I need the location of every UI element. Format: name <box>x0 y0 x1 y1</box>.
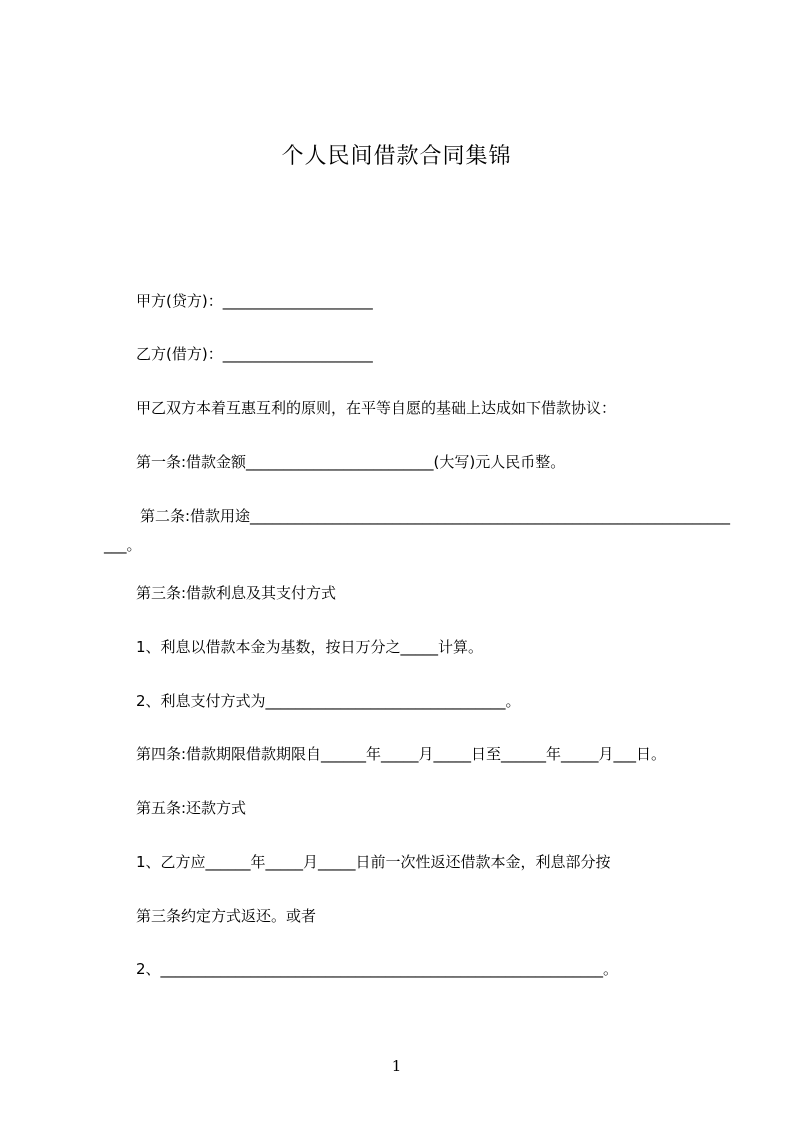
borrower-line: 乙方(借方)：____________________ <box>136 345 373 363</box>
article-5-item-1: 1、乙方应______年_____月_____日前一次性返还借款本金，利息部分按 <box>136 853 611 871</box>
article-3-item-2: 2、利息支付方式为________________________________。 <box>136 692 521 710</box>
preamble-line: 甲乙双方本着互惠互利的原则，在平等自愿的基础上达成如下借款协议： <box>136 399 617 417</box>
page-number: 1 <box>391 1057 402 1075</box>
article-5-item-2: 2、___________________________________________________________。 <box>136 960 619 978</box>
article-5-repayment-heading: 第五条:还款方式 <box>136 799 247 817</box>
article-2-loan-purpose: 第二条:借款用途________________________________________________________________ <box>140 507 731 525</box>
article-3-item-1: 1、利息以借款本金为基数，按日万分之_____计算。 <box>136 638 484 656</box>
article-1-loan-amount: 第一条:借款金额_________________________(大写)元人民币整。 <box>136 453 566 471</box>
article-5-item-1-continuation: 第三条约定方式返还。或者 <box>136 907 317 925</box>
document-title: 个人民间借款合同集锦 <box>281 144 512 169</box>
lender-line: 甲方(贷方)：____________________ <box>136 292 373 310</box>
article-3-interest-heading: 第三条:借款利息及其支付方式 <box>136 584 337 602</box>
article-4-loan-term: 第四条:借款期限借款期限自______年_____月_____日至______年_____月___日。 <box>136 745 667 763</box>
article-2-continuation: ___。 <box>104 536 142 554</box>
